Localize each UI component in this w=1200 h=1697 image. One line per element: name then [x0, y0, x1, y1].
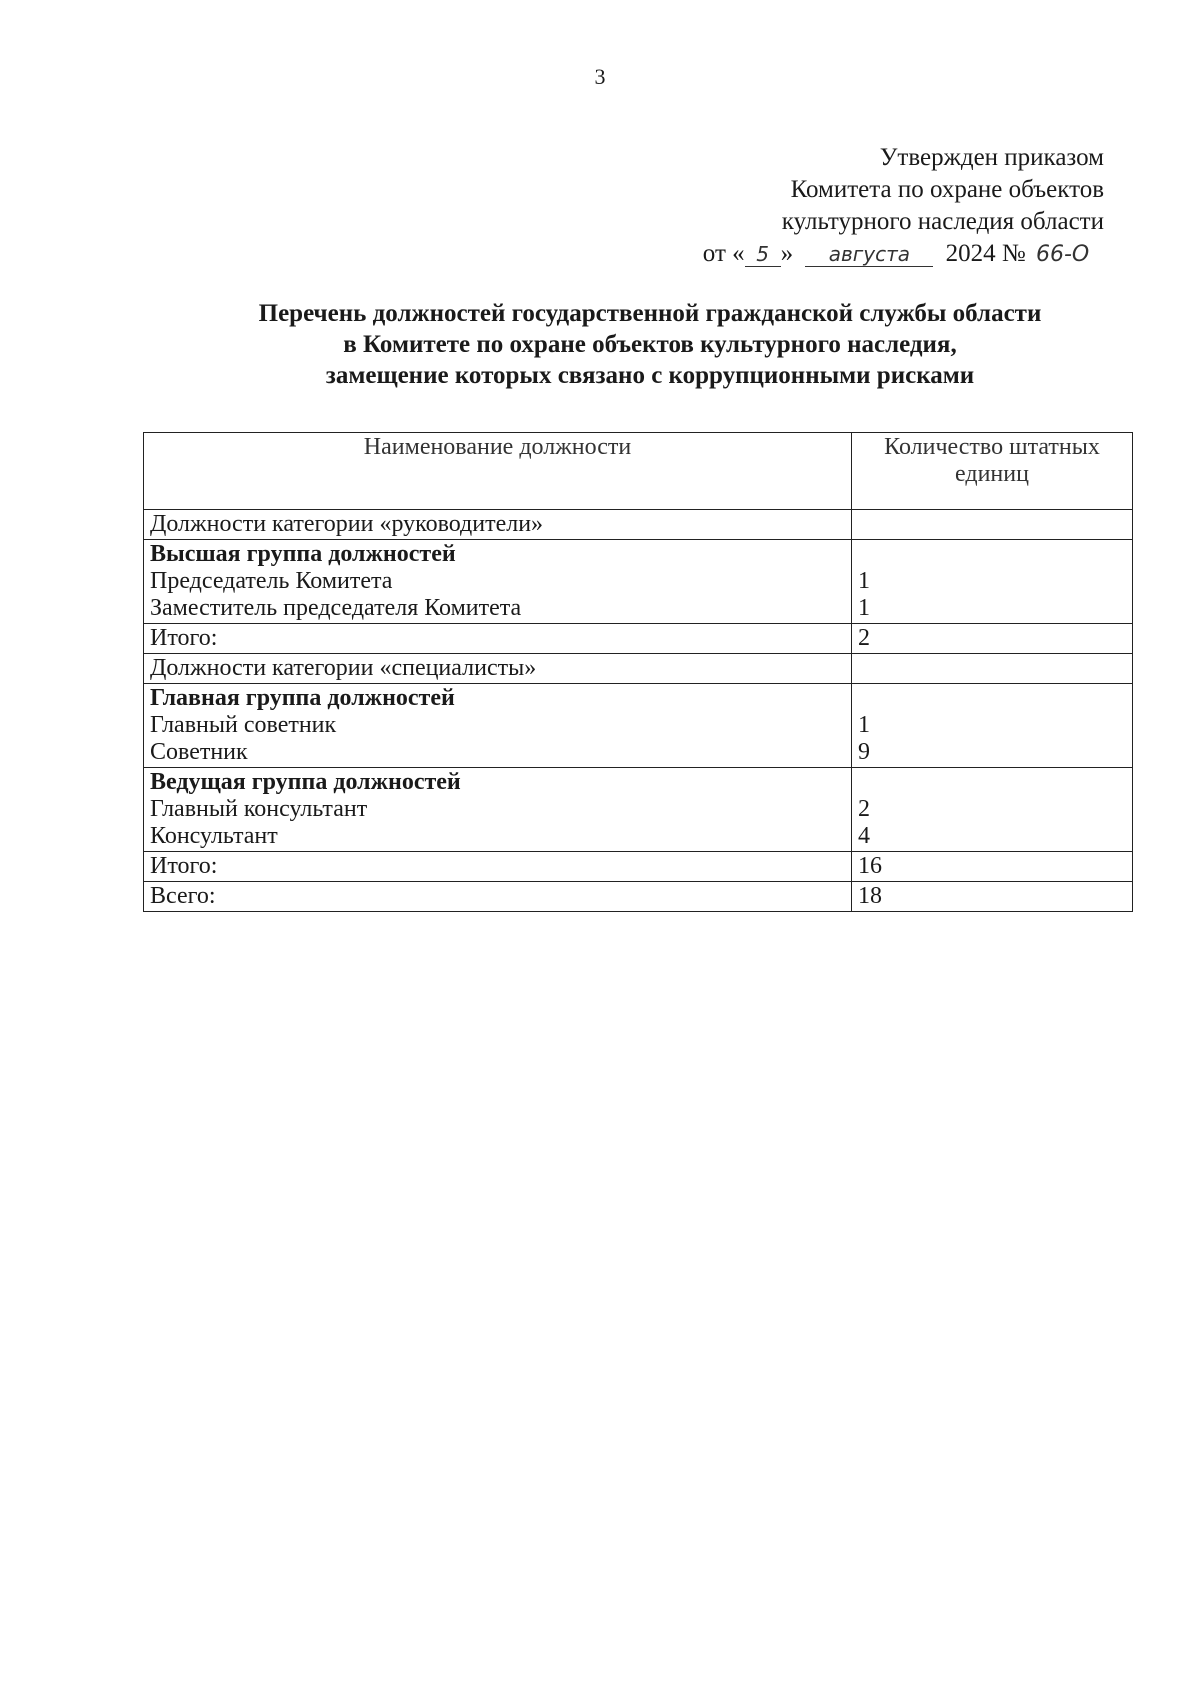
date-month-handwritten: августа	[805, 242, 933, 267]
group-leading-title: Ведущая группа должностей	[150, 769, 461, 795]
count-consultant: 4	[858, 823, 870, 849]
grand-total-label: Всего:	[144, 882, 852, 912]
header-staff-count: Количество штатных единиц	[852, 433, 1133, 510]
group-leading-counts	[852, 768, 1133, 852]
document-title	[200, 298, 1100, 391]
subtotal-row-managers	[144, 624, 1133, 654]
category-managers-count	[852, 510, 1133, 540]
title-line-1: Перечень должностей государственной гражданской службы области	[258, 300, 1042, 327]
position-chief-consultant: Главный консультант	[150, 796, 368, 822]
position-advisor: Советник	[150, 739, 248, 765]
subtotal-row-specialists	[144, 852, 1133, 882]
grand-total-row	[144, 882, 1133, 912]
header-position-name: Наименование должности	[144, 433, 852, 510]
group-highest-counts	[852, 540, 1133, 624]
category-row-managers	[144, 510, 1133, 540]
category-managers-label: Должности категории «руководители»	[144, 510, 852, 540]
group-leading-cell	[144, 768, 852, 852]
approval-line-1: Утвержден приказом	[879, 144, 1104, 171]
page-number: 3	[594, 64, 606, 89]
group-highest-cell	[144, 540, 852, 624]
count-deputy-chairman: 1	[858, 595, 870, 621]
category-specialists-count	[852, 654, 1133, 684]
group-main-counts	[852, 684, 1133, 768]
position-deputy-chairman: Заместитель председателя Комитета	[150, 595, 522, 621]
title-line-2: в Комитете по охране объектов культурного наследия,	[343, 331, 957, 358]
grand-total-count: 18	[852, 882, 1133, 912]
approval-line-2: Комитета по охране объектов	[790, 176, 1104, 203]
date-day-handwritten: 5	[745, 242, 781, 267]
date-year: 2024 №	[945, 240, 1026, 267]
position-consultant: Консультант	[150, 823, 278, 849]
approval-line-3: культурного наследия области	[781, 208, 1104, 235]
group-row-highest	[144, 540, 1133, 624]
subtotal-managers-count: 2	[852, 624, 1133, 654]
group-row-main	[144, 684, 1133, 768]
count-chief-advisor: 1	[858, 712, 870, 738]
title-line-3: замещение которых связано с коррупционными рисками	[325, 362, 975, 389]
count-advisor: 9	[858, 739, 870, 765]
subtotal-managers-label: Итого:	[144, 624, 852, 654]
category-specialists-label: Должности категории «специалисты»	[144, 654, 852, 684]
group-highest-title: Высшая группа должностей	[150, 541, 456, 567]
date-prefix: от «	[702, 240, 745, 267]
table-header-row	[144, 433, 1133, 510]
group-row-leading	[144, 768, 1133, 852]
count-chief-consultant: 2	[858, 796, 870, 822]
position-chief-advisor: Главный советник	[150, 712, 337, 738]
positions-table	[143, 432, 1133, 912]
position-chairman: Председатель Комитета	[150, 568, 393, 594]
order-number-handwritten: 66-О	[1036, 242, 1090, 267]
subtotal-specialists-label: Итого:	[144, 852, 852, 882]
date-mid: »	[780, 240, 794, 267]
count-chairman: 1	[858, 568, 870, 594]
group-main-cell	[144, 684, 852, 768]
category-row-specialists	[144, 654, 1133, 684]
group-main-title: Главная группа должностей	[150, 685, 455, 711]
subtotal-specialists-count: 16	[852, 852, 1133, 882]
approval-date-line	[703, 238, 1104, 270]
approval-stamp-block	[703, 142, 1104, 270]
